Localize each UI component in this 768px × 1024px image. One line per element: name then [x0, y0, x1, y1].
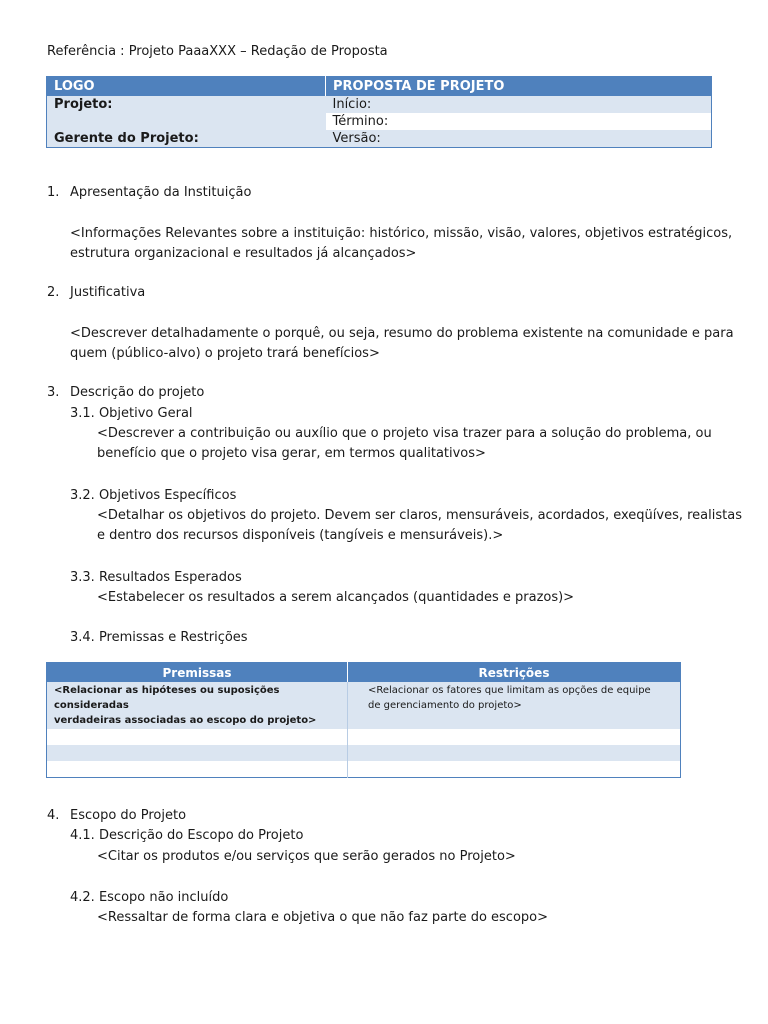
restricoes-line: de gerenciamento do projeto> [368, 700, 522, 711]
section-2-desc: <Descrever detalhadamente o porquê, ou seja, resumo do problema existente na comunidade e para [70, 326, 734, 341]
section-1-title: Apresentação da Instituição [70, 185, 252, 200]
subsection-3-3-title: 3.3. Resultados Esperados [70, 570, 242, 585]
empty-cell [47, 745, 348, 761]
subsection-3-2-desc: <Detalhar os objetivos do projeto. Devem ser claros, mensuráveis, acordados, exeqüíves, realistas [97, 508, 742, 523]
premissas-cell [47, 682, 348, 729]
restricoes-line: <Relacionar os fatores que limitam as opções de equipe [368, 685, 651, 696]
empty-cell [47, 729, 348, 745]
subsection-4-1-title: 4.1. Descrição do Escopo do Projeto [70, 828, 304, 843]
section-1-number: 1. [47, 185, 60, 200]
subsection-4-2-desc: <Ressaltar de forma clara e objetiva o que não faz parte do escopo> [97, 910, 549, 925]
subsection-3-2-desc: e dentro dos recursos disponíveis (tangíveis e mensuráveis).> [97, 528, 504, 543]
restricoes-header: Restrições [348, 663, 681, 683]
logo-cell: LOGO [47, 77, 326, 97]
premissas-header: Premissas [47, 663, 348, 683]
termino-label: Término: [326, 113, 712, 130]
empty-cell [47, 761, 348, 778]
premissas-line: <Relacionar as hipóteses ou suposições consideradas [54, 685, 280, 711]
subsection-3-1-desc: benefício que o projeto visa gerar, em termos qualitativos> [97, 446, 486, 461]
projeto-label: Projeto: [54, 97, 113, 112]
subsection-4-1-desc: <Citar os produtos e/ou serviços que serão gerados no Projeto> [97, 849, 516, 864]
empty-cell [348, 729, 681, 745]
premissas-line: verdadeiras associadas ao escopo do projeto> [54, 715, 317, 726]
empty-cell [348, 745, 681, 761]
empty-cell [47, 113, 326, 130]
section-4-number: 4. [47, 808, 60, 823]
section-2-title: Justificativa [70, 285, 146, 300]
versao-label: Versão: [332, 131, 381, 146]
empty-cell [348, 761, 681, 778]
reference-line: Referência : Projeto PaaaXXX – Redação de Proposta [47, 44, 388, 59]
gerente-label: Gerente do Projeto: [54, 131, 199, 146]
section-4-title: Escopo do Projeto [70, 808, 187, 823]
premissas-restricoes-table [46, 662, 681, 778]
restricoes-cell [348, 682, 681, 729]
subsection-3-1-desc: <Descrever a contribuição ou auxílio que o projeto visa trazer para a solução do problema, ou [97, 426, 712, 441]
section-1-desc: <Informações Relevantes sobre a instituição: histórico, missão, visão, valores, objetivos estratégicos, [70, 226, 733, 241]
subsection-3-2-title: 3.2. Objetivos Específicos [70, 488, 237, 503]
inicio-label: Início: [332, 97, 372, 112]
subsection-3-3-desc: <Estabelecer os resultados a serem alcançados (quantidades e prazos)> [97, 590, 575, 605]
section-3-title: Descrição do projeto [70, 385, 205, 400]
section-1-desc: estrutura organizacional e resultados já alcançados> [70, 246, 417, 261]
section-3-number: 3. [47, 385, 60, 400]
subsection-3-1-title: 3.1. Objetivo Geral [70, 406, 193, 421]
section-2-desc: quem (público-alvo) o projeto trará benefícios> [70, 346, 380, 361]
proposal-title-cell: PROPOSTA DE PROJETO [326, 77, 712, 97]
project-header-table [46, 76, 712, 148]
subsection-3-4-title: 3.4. Premissas e Restrições [70, 630, 248, 645]
section-2-number: 2. [47, 285, 60, 300]
subsection-4-2-title: 4.2. Escopo não incluído [70, 890, 229, 905]
